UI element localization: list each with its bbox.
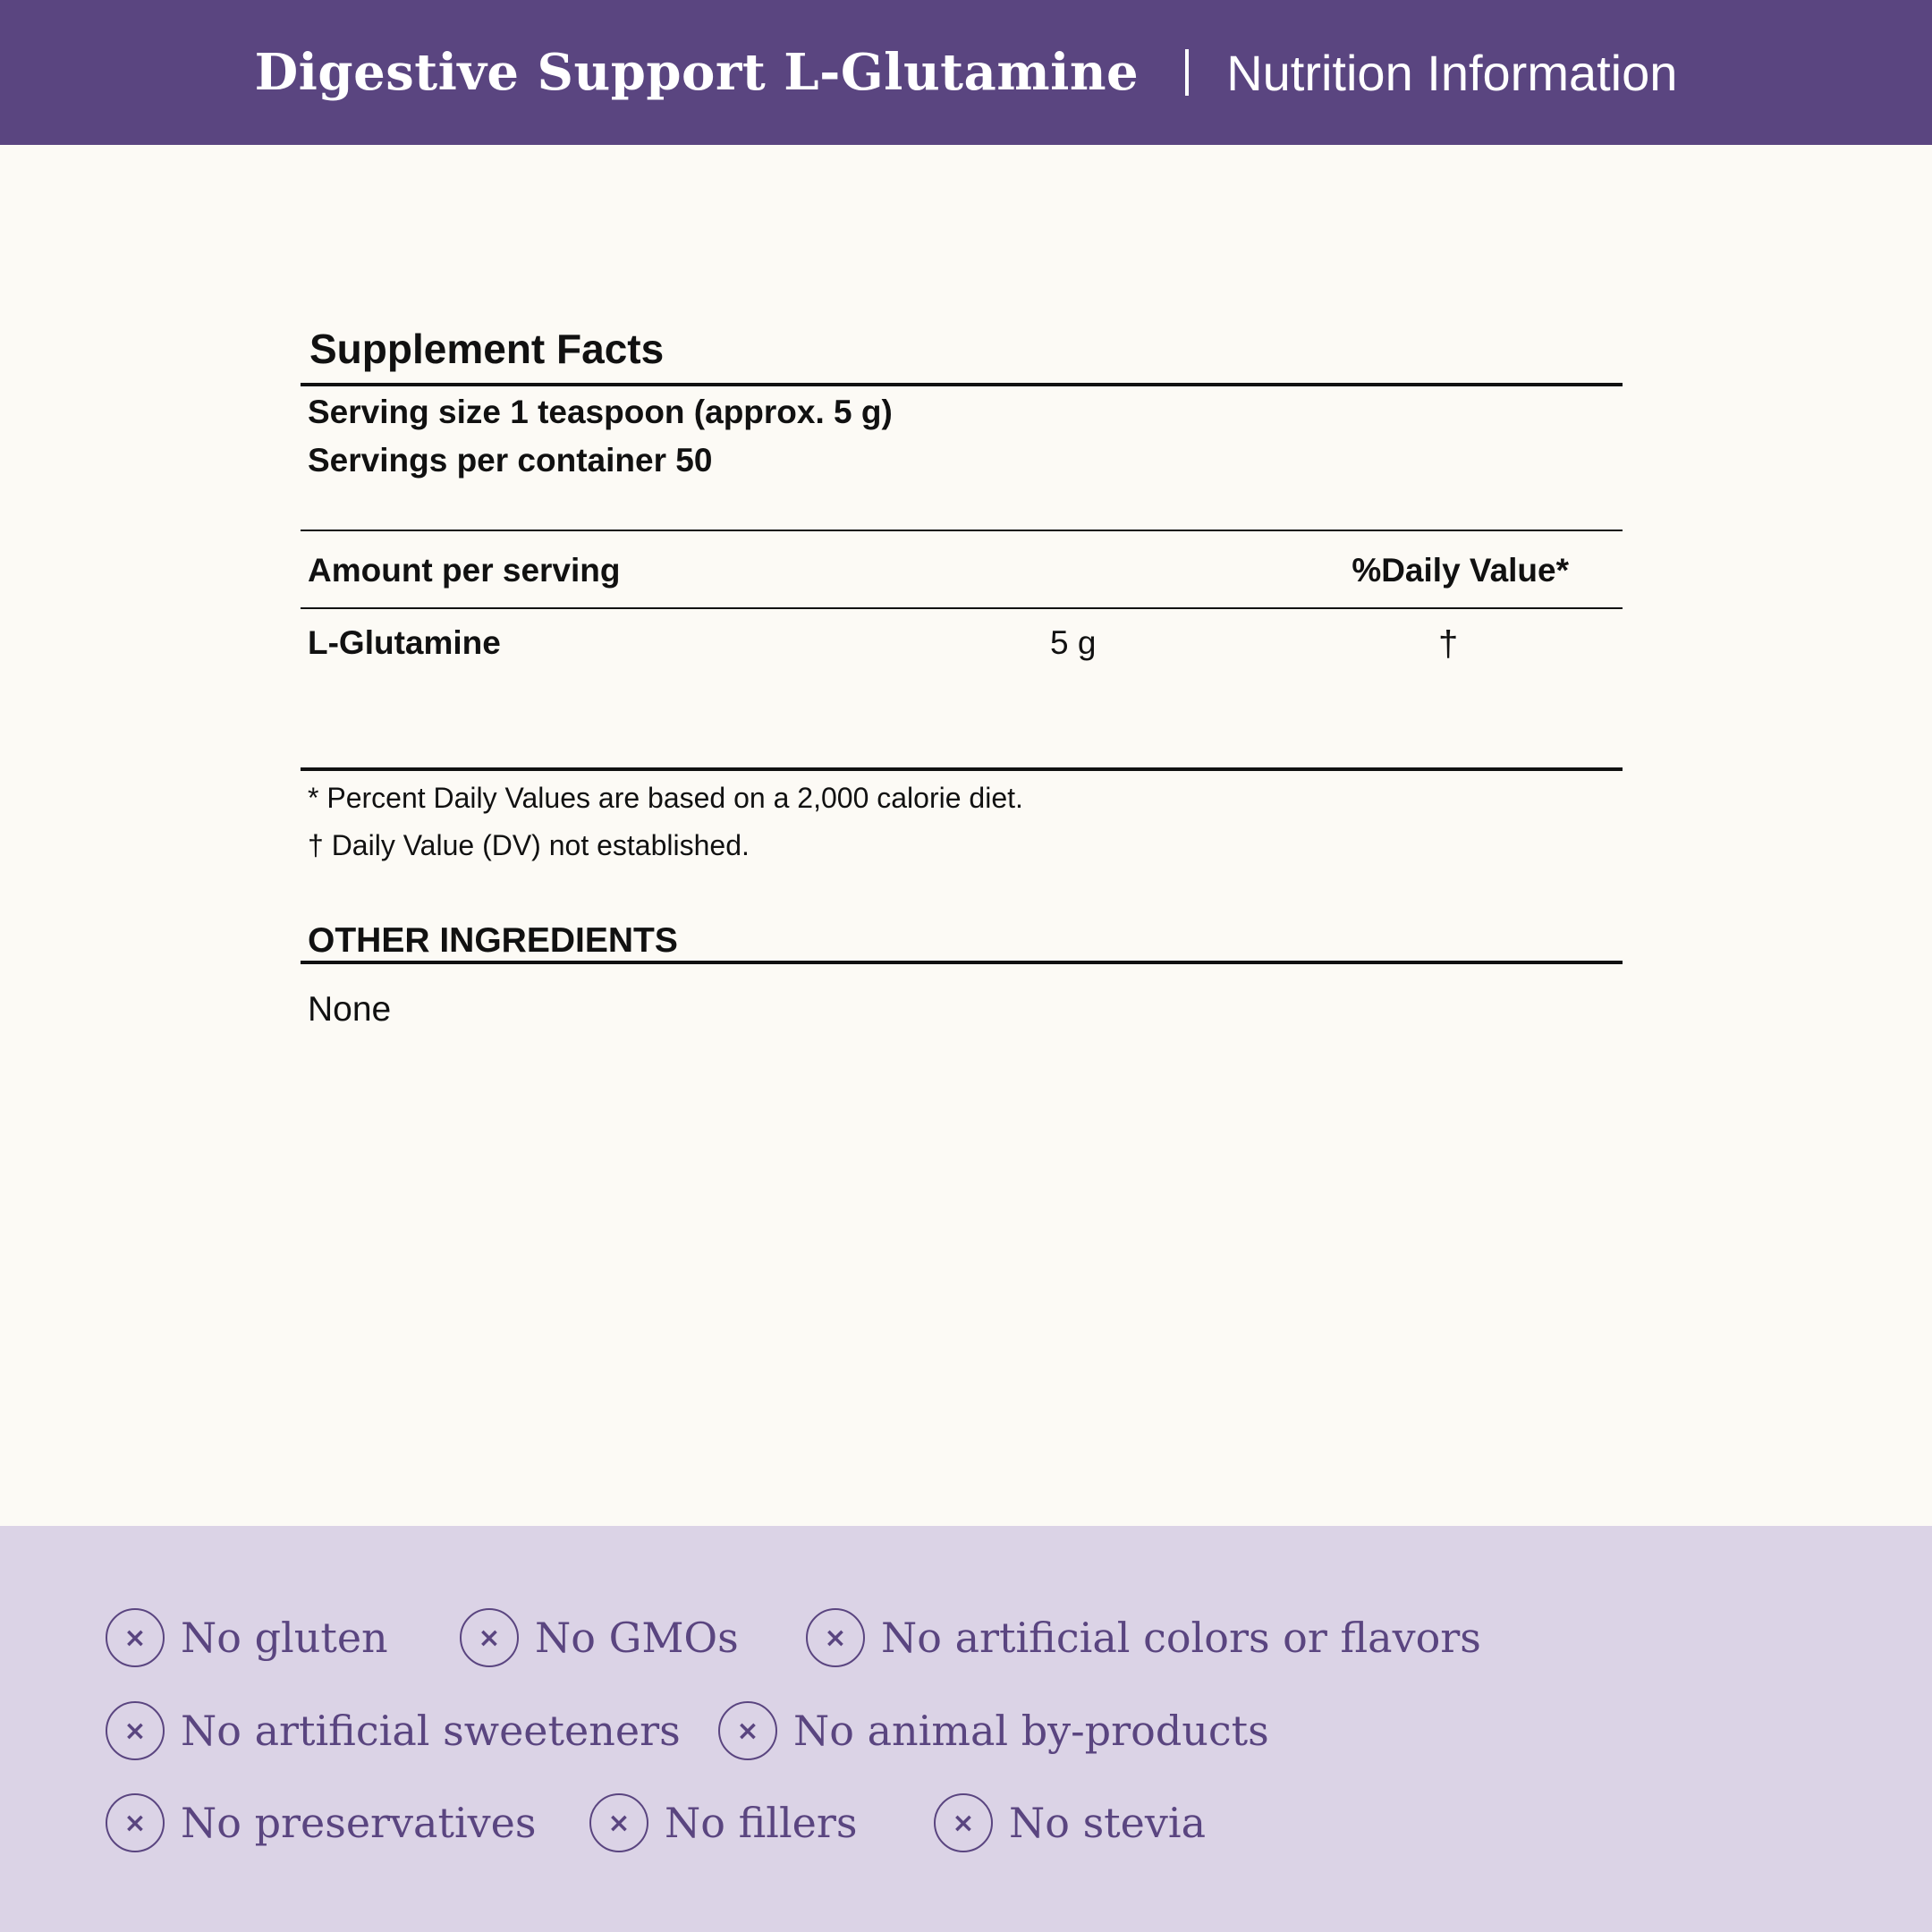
rule-other-ingredients (301, 961, 1623, 964)
header-divider (1185, 49, 1189, 96)
rule-thick-bottom (301, 767, 1623, 771)
claim-no-preservatives (106, 1793, 536, 1852)
other-ingredients-title: OTHER INGREDIENTS (308, 921, 678, 960)
claim-label: No GMOs (535, 1614, 739, 1662)
x-circle-icon: × (460, 1608, 519, 1667)
claim-label: No preservatives (181, 1799, 537, 1847)
claims-footer (0, 1526, 1932, 1932)
x-circle-icon: × (934, 1793, 993, 1852)
footnote-daily-values: * Percent Daily Values are based on a 2,000 calorie diet. (308, 782, 1023, 814)
product-name: Digestive Support L-Glutamine (254, 43, 1140, 102)
ingredient-daily-value: † (1438, 624, 1459, 664)
x-circle-icon: × (106, 1608, 165, 1667)
ingredient-amount: 5 g (1050, 624, 1097, 661)
claim-label: No animal by-products (793, 1707, 1269, 1755)
footnote-dv-not-established: † Daily Value (DV) not established. (308, 829, 750, 861)
claim-no-artificial-colors (806, 1608, 1481, 1667)
x-circle-icon: × (106, 1793, 165, 1852)
rule-thick-top (301, 383, 1623, 386)
x-circle-icon: × (718, 1701, 777, 1760)
rule-thin-row (301, 607, 1623, 609)
claim-no-fillers (589, 1793, 858, 1852)
other-ingredients-value: None (308, 990, 392, 1029)
claim-no-gluten (106, 1608, 388, 1667)
page-header (0, 0, 1932, 145)
claim-label: No fillers (665, 1799, 858, 1847)
serving-size: Serving size 1 teaspoon (approx. 5 g) (308, 394, 893, 430)
claim-no-artificial-sweeteners (106, 1701, 681, 1760)
claim-no-gmos (460, 1608, 739, 1667)
daily-value-header: %Daily Value* (1352, 552, 1569, 589)
x-circle-icon: × (589, 1793, 648, 1852)
claim-no-animal-by-products (718, 1701, 1269, 1760)
supplement-facts-title: Supplement Facts (309, 326, 665, 372)
amount-per-serving-header: Amount per serving (308, 552, 621, 589)
claim-label: No artificial sweeteners (181, 1707, 681, 1755)
claim-label: No gluten (181, 1614, 388, 1662)
ingredient-name: L-Glutamine (308, 624, 501, 661)
rule-thin-header (301, 530, 1623, 531)
section-label: Nutrition Information (1226, 44, 1678, 101)
x-circle-icon: × (806, 1608, 865, 1667)
claim-label: No stevia (1009, 1799, 1207, 1847)
x-circle-icon: × (106, 1701, 165, 1760)
servings-per-container: Servings per container 50 (308, 442, 713, 479)
claim-no-stevia (934, 1793, 1206, 1852)
claim-label: No artificial colors or flavors (881, 1614, 1481, 1662)
